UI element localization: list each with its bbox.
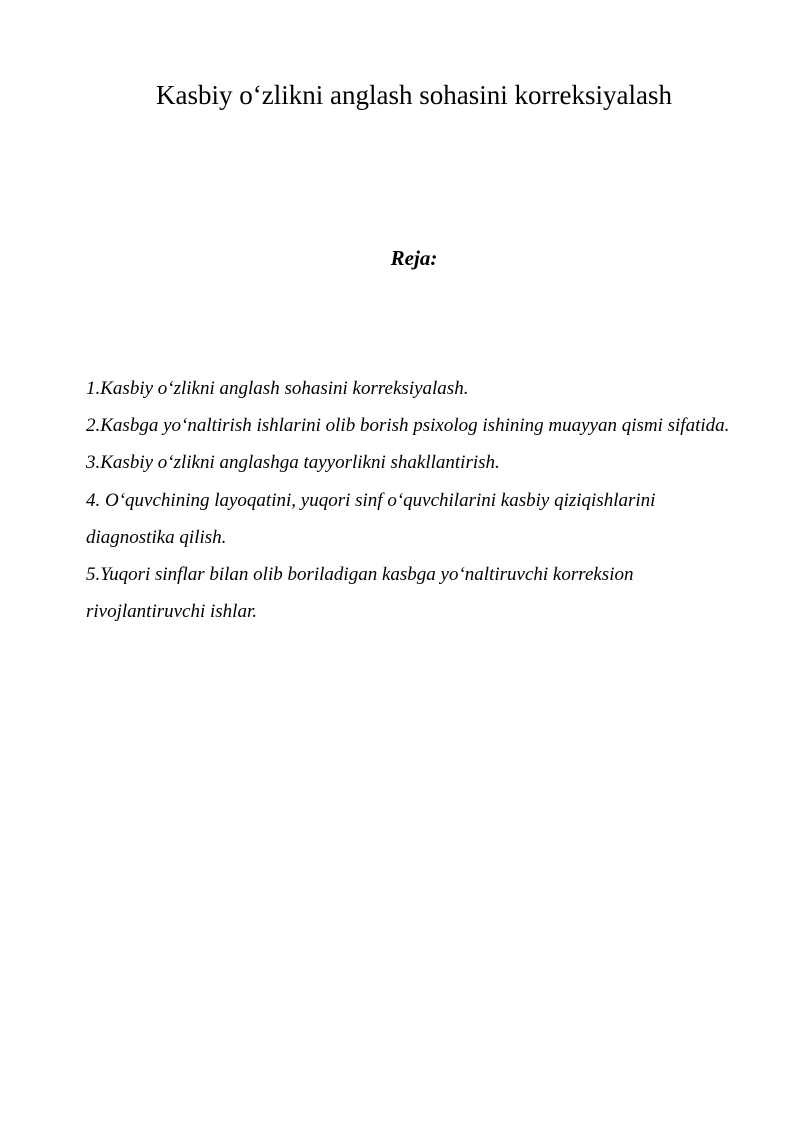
plan-item-3: 3.Kasbiy o‘zlikni anglashga tayyorlikni shakllantirish. [86, 452, 500, 474]
plan-item-4: 4. O‘quvchining layoqatini, yuqori sinf o‘quvchilarini kasbiy qiziqishlarini diagnostika qilish. [86, 489, 656, 548]
plan-item-1: 1.Kasbiy o‘zlikni anglash sohasini korreksiyalash. [86, 378, 469, 399]
plan-item-2: 2.Kasbga yo‘naltirish ishlarini olib borish psixolog ishining muayyan qismi sifatida. [86, 415, 730, 437]
document-title: Kasbiy o‘zlikni anglash sohasini korreksiyalash [156, 80, 672, 110]
plan-item-5: 5.Yuqori sinflar bilan olib boriladigan kasbga yo‘naltiruvchi korreksion rivojlantiruvchi ishlar. [86, 564, 634, 623]
plan-heading: Reja: [390, 246, 438, 270]
plan-list [86, 370, 746, 630]
